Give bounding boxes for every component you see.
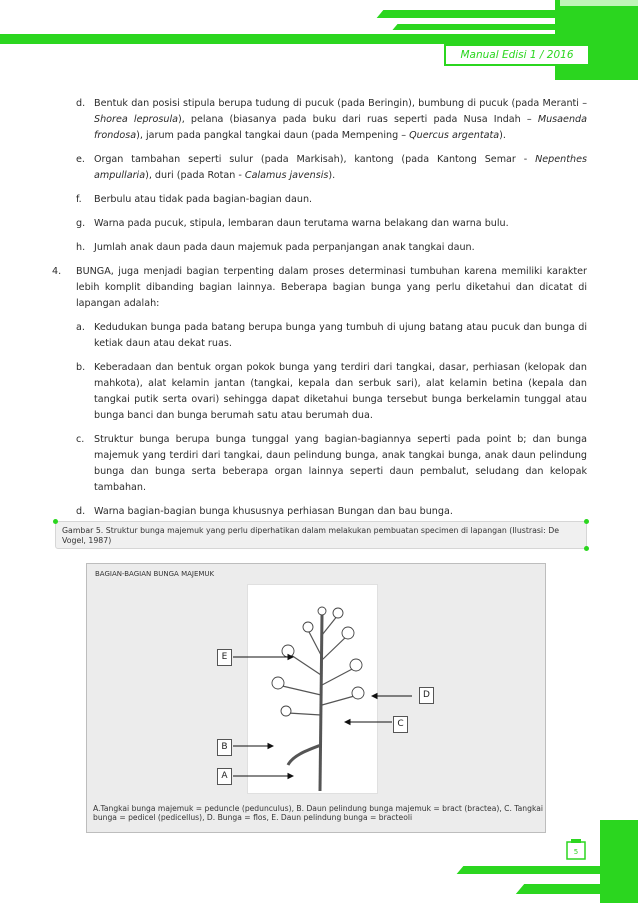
text-part: Berbulu atau tidak pada bagian-bagian daun. [94, 194, 313, 205]
text-part: ), duri (pada Rotan - [145, 170, 245, 181]
flower-item-letter: d. [76, 506, 86, 517]
text-part: Organ tambahan seperti sulur (pada Markisah), kantong (pada Kantong Semar - [94, 154, 536, 165]
leaf-item [76, 152, 587, 184]
text-part: ), pelana (biasanya pada buku dari ruas seperti pada Nusa Indah – [178, 114, 538, 125]
species-name: Calamus javensis [244, 170, 329, 181]
leaf-item [76, 240, 587, 256]
leaf-item [76, 96, 587, 144]
flower-item-text: Keberadaan dan bentuk organ pokok bunga yang terdiri dari tangkai, dasar, perhiasan (kelopak dan mahkota), alat kelamin jantan (tangkai, kepala dan serbuk sari), alat kelamin betina (kepala dan tangkai putik serta ovari) sehingga dapat diketahui bunga tersebut bunga berkelamin tunggal atau bunga banci dan bunga berumah satu atau berumah dua. [94, 362, 587, 421]
item-4-text: BUNGA, juga menjadi bagian terpenting dalam proses determinasi tumbuhan karena memiliki karakter lebih komplit dibanding bagian lainnya. Beberapa bagian bunga yang perlu diketahui dan dicatat di lapangan adalah: [76, 266, 587, 309]
species-name: Nepenthes ampullaria [94, 154, 587, 181]
flower-item [76, 360, 587, 424]
edition-badge: Manual Edisi 1 / 2016 [444, 44, 590, 66]
figure-caption-text: Gambar 5. Struktur bunga majemuk yang perlu diperhatikan dalam melakukan pembuatan specimen di lapangan (Ilustrasi: De Vogel, 1987) [62, 526, 559, 545]
label-c: C [393, 716, 408, 733]
flower-item [76, 504, 587, 520]
item-4-number: 4. [52, 266, 62, 277]
leaf-item-letter: e. [76, 154, 85, 165]
label-d: D [419, 687, 434, 704]
header-green-corner [555, 0, 638, 80]
leaf-item-text [94, 240, 587, 256]
leaf-item-letter: f. [76, 194, 82, 205]
item-4-bunga [52, 264, 587, 312]
leaf-item-letter: g. [76, 218, 86, 229]
page-number-icon [566, 838, 586, 860]
species-name: Musaenda frondosa [94, 114, 587, 141]
text-part: Jumlah anak daun pada daun majemuk pada perpanjangan anak tangkai daun. [94, 242, 475, 253]
leaf-item-text [94, 216, 587, 232]
caption-dot-right-bottom [584, 546, 589, 551]
leaf-characteristics-list [52, 96, 587, 256]
header-green-top [560, 0, 638, 6]
label-a: A [217, 768, 232, 785]
main-content [52, 96, 587, 528]
flower-item-text: Struktur bunga berupa bunga tunggal yang bagian-bagiannya seperti pada point b; dan bunga majemuk yang terdiri dari tangkai, daun pelindung bunga, anak tangkai bunga, anak daun pelindung bunga dan bunga serta beberapa organ lainnya seperti daun pembalut, seludang dan kelopak tambahan. [94, 434, 587, 493]
figure-legend: A.Tangkai bunga majemuk = peduncle (pedunculus), B. Daun pelindung bunga majemuk = bract (bractea), C. Tangkai bunga = pedicel (pedicellus), D. Bunga = flos, E. Daun pelindung bunga = bracteoli [93, 804, 543, 822]
flower-item-text: Kedudukan bunga pada batang berupa bunga yang tumbuh di ujung batang atau pucuk dan bunga di ketiak daun atau dekat ruas. [94, 322, 587, 349]
figure-caption [55, 521, 587, 549]
flower-item [76, 320, 587, 352]
leaf-item-text [94, 152, 587, 184]
leaf-item-text [94, 192, 587, 208]
caption-dot-right [584, 519, 589, 524]
footer-green-bar2 [516, 884, 638, 894]
leaf-item-text [94, 96, 587, 144]
text-part: ). [499, 130, 506, 141]
flower-item [76, 432, 587, 496]
leaf-item [76, 192, 587, 208]
label-arrows [87, 564, 547, 834]
text-part: Warna pada pucuk, stipula, lembaran daun terutama warna belakang dan warna bulu. [94, 218, 509, 229]
flower-characteristics-list [52, 320, 587, 520]
figure-title: BAGIAN-BAGIAN BUNGA MAJEMUK [95, 570, 215, 578]
text-part: Bentuk dan posisi stipula berupa tudung di pucuk (pada Beringin), bumbung di pucuk (pada Meranti – [94, 98, 587, 109]
species-name: Quercus argentata [409, 130, 500, 141]
flower-item-letter: b. [76, 362, 86, 373]
leaf-item-letter: h. [76, 242, 86, 253]
caption-dot-left [53, 519, 58, 524]
page-number: 5 [573, 848, 579, 856]
label-b: B [217, 739, 232, 756]
species-name: Shorea leprosula [94, 114, 178, 125]
flower-item-letter: c. [76, 434, 85, 445]
text-part: ), jarum pada pangkal tangkai daun (pada Mempening – [136, 130, 410, 141]
text-part: ). [328, 170, 336, 181]
figure-box [86, 563, 546, 833]
leaf-item [76, 216, 587, 232]
label-e: E [217, 649, 232, 666]
leaf-item-letter: d. [76, 98, 86, 109]
flower-item-letter: a. [76, 322, 85, 333]
header-green-band [0, 34, 638, 44]
flower-item-text: Warna bagian-bagian bunga khususnya perhiasan Bungan dan bau bunga. [94, 506, 453, 517]
